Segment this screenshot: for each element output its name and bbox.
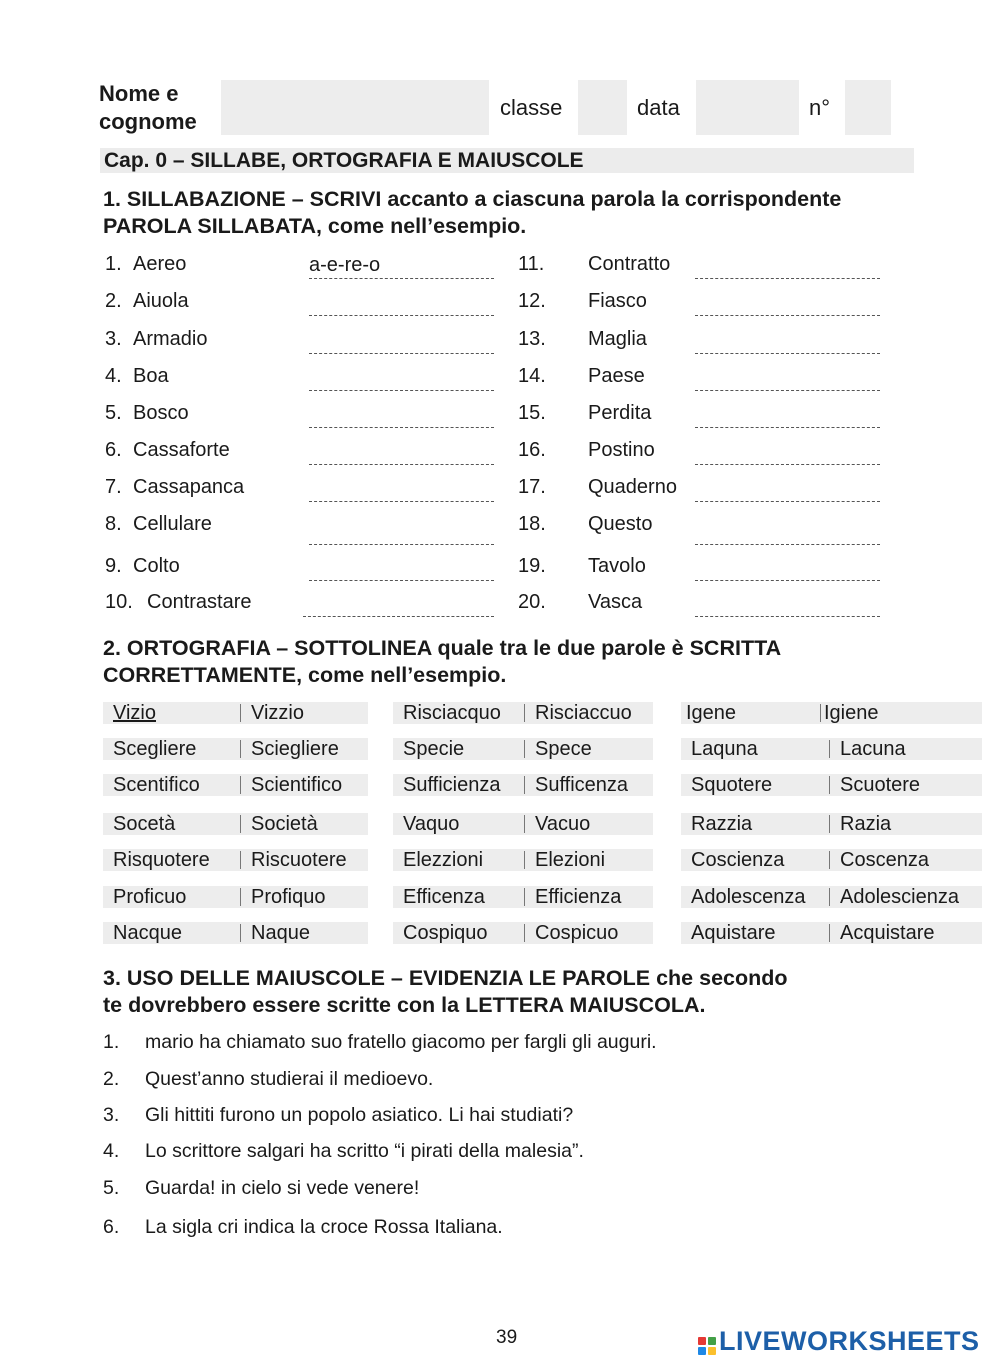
- word-option-b[interactable]: Scientifico: [251, 774, 343, 796]
- sentence-number: 6.: [103, 1216, 120, 1238]
- syllable-answer-field[interactable]: [695, 329, 880, 354]
- name-label-line1: Nome e: [99, 81, 179, 106]
- pair-divider: [240, 851, 241, 869]
- item-number: 14.: [518, 365, 546, 387]
- item-word: Quaderno: [588, 476, 677, 498]
- liveworksheets-logo[interactable]: [698, 1326, 980, 1357]
- syllable-answer-field[interactable]: [309, 440, 494, 465]
- item-number: 11.: [518, 253, 545, 275]
- word-option-b[interactable]: Cospicuo: [535, 922, 619, 944]
- item-number: 13.: [518, 328, 546, 350]
- item-number: 8.: [105, 513, 122, 535]
- pair-divider: [829, 888, 830, 906]
- word-option-a[interactable]: Aquistare: [691, 922, 776, 944]
- pair-divider: [829, 815, 830, 833]
- item-number: 4.: [105, 365, 122, 387]
- word-pair: [393, 886, 653, 908]
- word-option-a[interactable]: Nacque: [113, 922, 182, 944]
- item-word: Fiasco: [588, 290, 647, 312]
- chapter-title: Cap. 0 – SILLABE, ORTOGRAFIA E MAIUSCOLE: [100, 148, 914, 173]
- syllable-answer-field[interactable]: [695, 477, 880, 502]
- word-option-b[interactable]: Spece: [535, 738, 592, 760]
- section2-title: [103, 635, 913, 689]
- sentence-text[interactable]: Guarda! in cielo si vede venere!: [145, 1177, 420, 1199]
- word-pair: [681, 849, 982, 871]
- item-word: Postino: [588, 439, 655, 461]
- page-number: 39: [496, 1327, 518, 1348]
- syllable-answer-field[interactable]: [695, 254, 880, 279]
- word-option-a[interactable]: Risquotere: [113, 849, 210, 871]
- pair-divider: [240, 776, 241, 794]
- word-pair: [103, 886, 368, 908]
- word-option-a[interactable]: Cospiquo: [403, 922, 488, 944]
- word-option-a[interactable]: Vizio: [113, 702, 156, 724]
- syllable-answer-field[interactable]: [695, 556, 880, 581]
- word-pair: [681, 922, 982, 944]
- syllable-answer-field[interactable]: [695, 592, 880, 617]
- word-option-a[interactable]: Squotere: [691, 774, 773, 796]
- pair-divider: [240, 740, 241, 758]
- item-word: Paese: [588, 365, 645, 387]
- word-option-b[interactable]: Lacuna: [840, 738, 906, 760]
- word-option-a[interactable]: Razzia: [691, 813, 753, 835]
- word-pair: [103, 774, 368, 796]
- word-pair: [393, 702, 653, 724]
- item-word: Cellulare: [133, 513, 212, 535]
- word-option-b[interactable]: Acquistare: [840, 922, 935, 944]
- item-number: 1.: [105, 253, 122, 275]
- word-option-b[interactable]: Sufficenza: [535, 774, 629, 796]
- logo-text: LIVEWORKSHEETS: [719, 1326, 980, 1356]
- item-word: Tavolo: [588, 555, 646, 577]
- item-word: Cassapanca: [133, 476, 245, 498]
- name-label-line2: cognome: [99, 109, 197, 134]
- sentence-text[interactable]: Lo scrittore salgari ha scritto “i pirati della malesia”.: [145, 1140, 584, 1162]
- syllable-answer-field[interactable]: [309, 403, 494, 428]
- syllable-answer-field[interactable]: [695, 520, 880, 545]
- word-pair: [393, 813, 653, 835]
- section1-title-line2: PAROLA SILLABATA, come nell’esempio.: [103, 214, 527, 238]
- item-word: Contrastare: [147, 591, 252, 613]
- word-option-b[interactable]: Risciaccuo: [535, 702, 632, 724]
- word-option-a[interactable]: Elezzioni: [403, 849, 484, 871]
- pair-divider: [829, 924, 830, 942]
- item-number: 20.: [518, 591, 546, 613]
- pair-divider: [524, 815, 525, 833]
- item-number: 5.: [105, 402, 122, 424]
- syllable-answer-field[interactable]: [309, 520, 494, 545]
- syllable-answer-field[interactable]: [695, 291, 880, 316]
- item-word: Bosco: [133, 402, 189, 424]
- pair-divider: [524, 776, 525, 794]
- pair-divider: [829, 851, 830, 869]
- syllable-answer-field[interactable]: [309, 556, 494, 581]
- pair-divider: [240, 815, 241, 833]
- word-option-a[interactable]: Socetà: [113, 813, 176, 835]
- name-label: [99, 80, 197, 136]
- section3-title-line1: 3. USO DELLE MAIUSCOLE – EVIDENZIA LE PAROLE che secondo: [103, 966, 788, 990]
- date-label: data: [637, 95, 680, 120]
- sentence-number: 3.: [103, 1104, 120, 1126]
- section2-title-line2: CORRETTAMENTE, come nell’esempio.: [103, 663, 507, 687]
- syllable-answer-field[interactable]: [695, 403, 880, 428]
- word-option-a[interactable]: Sufficienza: [403, 774, 501, 796]
- sentence-text[interactable]: La sigla cri indica la croce Rossa Italiana.: [145, 1216, 503, 1238]
- word-option-b[interactable]: Efficienza: [535, 886, 622, 908]
- word-option-a[interactable]: Efficenza: [403, 886, 485, 908]
- sentence-text[interactable]: Gli hittiti furono un popolo asiatico. Li hai studiati?: [145, 1104, 574, 1126]
- class-label: classe: [500, 95, 563, 120]
- word-pair: [103, 702, 368, 724]
- item-number: 6.: [105, 439, 122, 461]
- syllable-answer-field[interactable]: [309, 329, 494, 354]
- syllable-answer-field[interactable]: [309, 366, 494, 391]
- word-option-b[interactable]: Riscuotere: [251, 849, 347, 871]
- word-pair: [393, 849, 653, 871]
- word-pair: [681, 886, 982, 908]
- item-word: Cassaforte: [133, 439, 230, 461]
- word-pair: [681, 702, 982, 724]
- item-word: Maglia: [588, 328, 647, 350]
- word-option-a[interactable]: Adolescenza: [691, 886, 806, 908]
- sentence-text[interactable]: Quest’anno studierai il medioevo.: [145, 1068, 434, 1090]
- item-number: 2.: [105, 290, 122, 312]
- pair-divider: [524, 740, 525, 758]
- pair-divider: [829, 740, 830, 758]
- item-word: Perdita: [588, 402, 652, 424]
- word-option-b[interactable]: Società: [251, 813, 318, 835]
- word-option-a[interactable]: Igene: [686, 702, 737, 724]
- pair-divider: [820, 704, 821, 722]
- pair-divider: [240, 924, 241, 942]
- item-number: 16.: [518, 439, 546, 461]
- section3-title: [103, 965, 893, 1019]
- word-pair: [393, 922, 653, 944]
- word-pair: [103, 813, 368, 835]
- word-option-a[interactable]: Laquna: [691, 738, 758, 760]
- logo-icon: [698, 1337, 716, 1355]
- number-input-box[interactable]: [845, 80, 891, 135]
- item-number: 15.: [518, 402, 546, 424]
- word-option-a[interactable]: Scentifico: [113, 774, 200, 796]
- word-option-b[interactable]: Razia: [840, 813, 892, 835]
- syllable-answer-field[interactable]: [303, 592, 494, 617]
- item-word: Boa: [133, 365, 169, 387]
- number-label: n°: [809, 95, 831, 120]
- item-number: 19.: [518, 555, 546, 577]
- item-word: Colto: [133, 555, 180, 577]
- word-pair: [681, 813, 982, 835]
- item-word: Contratto: [588, 253, 671, 275]
- item-number: 18.: [518, 513, 546, 535]
- section1-title: [103, 186, 913, 240]
- section1-title-line1: 1. SILLABAZIONE – SCRIVI accanto a ciascuna parola la corrispondente: [103, 187, 842, 211]
- word-pair: [681, 774, 982, 796]
- word-option-a[interactable]: Specie: [403, 738, 465, 760]
- item-word: Armadio: [133, 328, 208, 350]
- word-option-a[interactable]: Vaquo: [403, 813, 460, 835]
- word-pair: [393, 738, 653, 760]
- pair-divider: [524, 924, 525, 942]
- word-option-a[interactable]: Risciacquo: [403, 702, 501, 724]
- sentence-number: 2.: [103, 1068, 120, 1090]
- word-pair: [681, 738, 982, 760]
- item-number: 9.: [105, 555, 122, 577]
- pair-divider: [524, 888, 525, 906]
- sentence-number: 5.: [103, 1177, 120, 1199]
- sentence-text[interactable]: mario ha chiamato suo fratello giacomo per fargli gli auguri.: [145, 1031, 657, 1053]
- word-pair: [103, 738, 368, 760]
- sentence-number: 4.: [103, 1140, 120, 1162]
- pair-divider: [524, 851, 525, 869]
- syllable-answer-field[interactable]: [309, 291, 494, 316]
- pair-divider: [524, 704, 525, 722]
- word-pair: [393, 774, 653, 796]
- date-input-box[interactable]: [696, 80, 799, 135]
- section2-title-line1: 2. ORTOGRAFIA – SOTTOLINEA quale tra le due parole è SCRITTA: [103, 636, 782, 660]
- word-option-b[interactable]: Naque: [251, 922, 310, 944]
- item-word: Aiuola: [133, 290, 189, 312]
- word-option-a[interactable]: Scegliere: [113, 738, 197, 760]
- word-pair: [103, 922, 368, 944]
- class-input-box[interactable]: [578, 80, 627, 135]
- pair-divider: [240, 888, 241, 906]
- sentence-number: 1.: [103, 1031, 120, 1053]
- item-number: 7.: [105, 476, 122, 498]
- word-option-b[interactable]: Elezioni: [535, 849, 606, 871]
- word-pair: [103, 849, 368, 871]
- name-input-box[interactable]: [221, 80, 489, 135]
- item-number: 10.: [105, 591, 133, 613]
- word-option-a[interactable]: Proficuo: [113, 886, 187, 908]
- item-number: 17.: [518, 476, 546, 498]
- word-option-b[interactable]: Igiene: [824, 702, 879, 724]
- word-option-b[interactable]: Adolescienza: [840, 886, 959, 908]
- word-option-b[interactable]: Scuotere: [840, 774, 921, 796]
- word-option-a[interactable]: Coscienza: [691, 849, 785, 871]
- syllable-answer-field[interactable]: a-e-re-o: [309, 254, 494, 279]
- syllable-answer-field[interactable]: [309, 477, 494, 502]
- word-option-b[interactable]: Vizzio: [251, 702, 304, 724]
- word-option-b[interactable]: Sciegliere: [251, 738, 339, 760]
- item-word: Aereo: [133, 253, 187, 275]
- word-option-b[interactable]: Coscenza: [840, 849, 929, 871]
- item-number: 3.: [105, 328, 122, 350]
- item-number: 12.: [518, 290, 546, 312]
- section3-title-line2: te dovrebbero essere scritte con la LETTERA MAIUSCOLA.: [103, 993, 706, 1017]
- word-option-b[interactable]: Vacuo: [535, 813, 591, 835]
- word-option-b[interactable]: Profiquo: [251, 886, 326, 908]
- item-word: Vasca: [588, 591, 643, 613]
- syllable-answer-field[interactable]: [695, 440, 880, 465]
- syllable-answer-field[interactable]: [695, 366, 880, 391]
- pair-divider: [240, 704, 241, 722]
- item-word: Questo: [588, 513, 653, 535]
- pair-divider: [829, 776, 830, 794]
